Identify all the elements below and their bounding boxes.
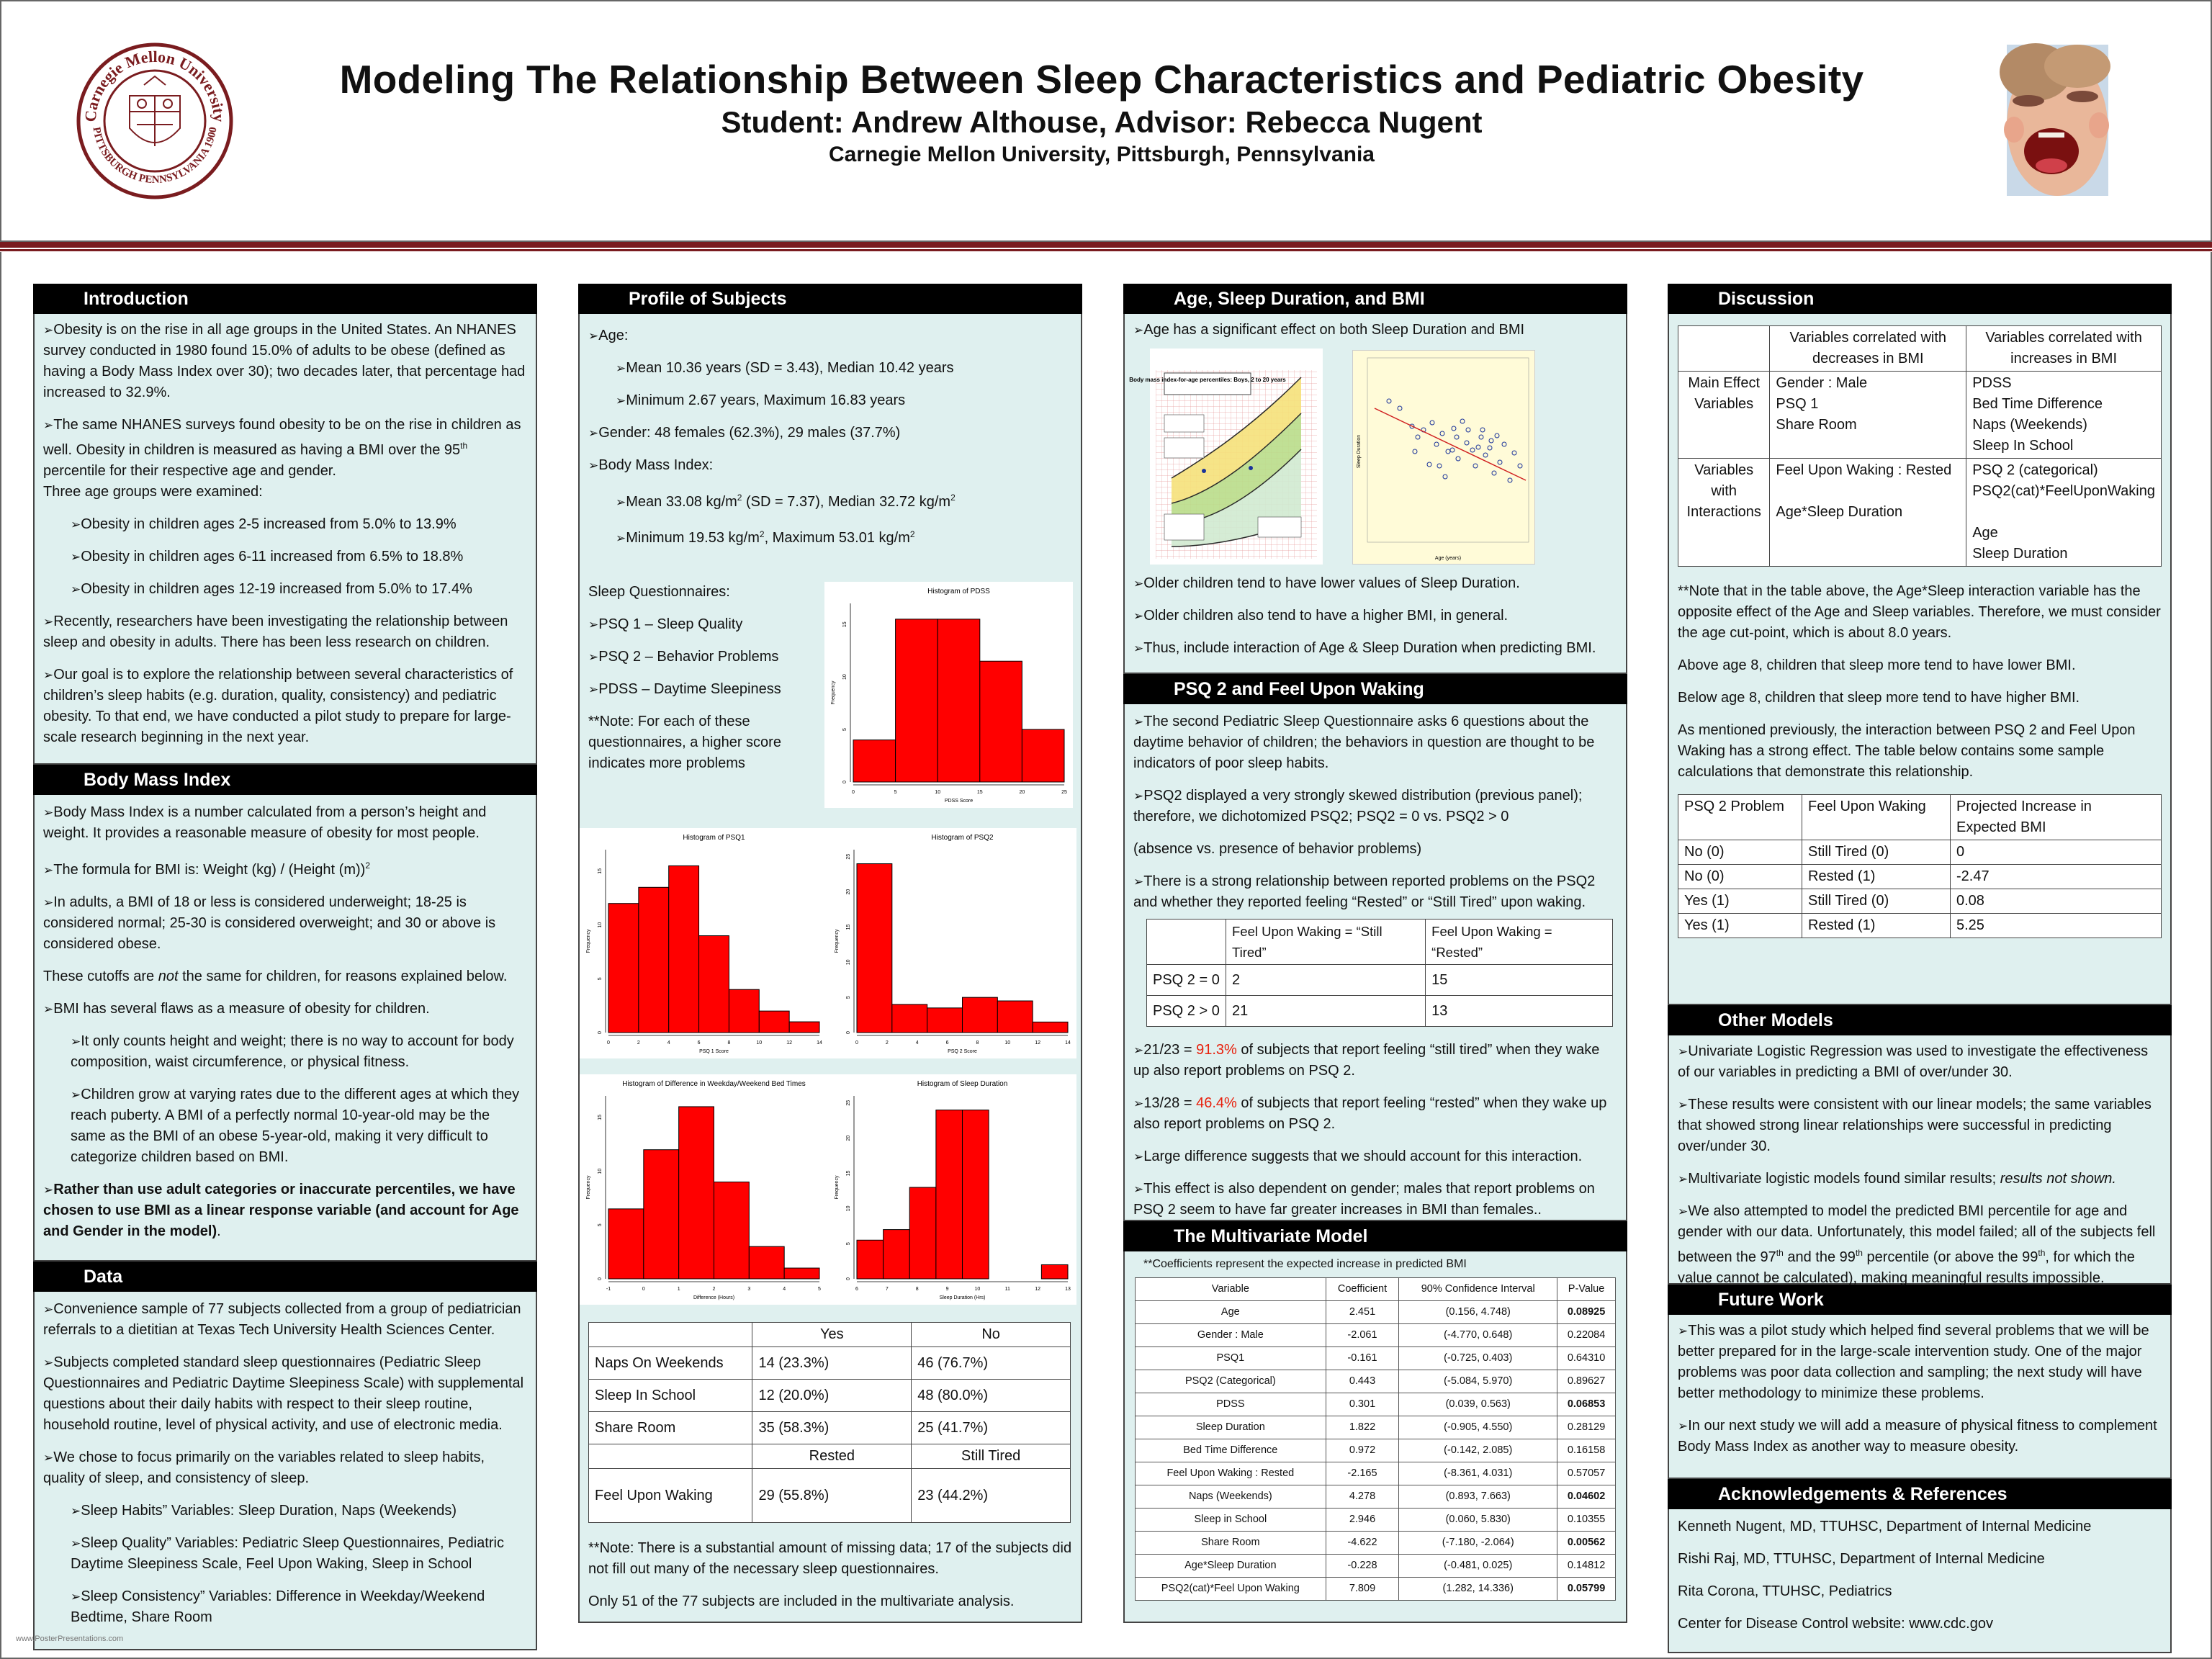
x-axis-label: PSQ 1 Score (699, 1049, 729, 1054)
scatter-point (1512, 451, 1516, 455)
bmi-text: ➢ Rather than use adult categories or inaccurate percentiles, we have chosen to use BMI as a linear response variable (and account for Age and Gender in the model). (43, 1179, 527, 1242)
column-4 (1668, 284, 2172, 1653)
profile-text: ➢ Minimum 19.53 $kg/m^2$, Maximum 53.01 $kg/m^2$ (588, 524, 1072, 549)
x-tick-label: 13 (1065, 1287, 1071, 1292)
histogram-title: Histogram of PSQ2 (931, 834, 994, 842)
profile-text: ➢ Minimum 2.67 years, Maximum 16.83 years (588, 390, 1072, 411)
scatter-point (1413, 449, 1417, 454)
future-work-panel (1668, 1315, 2172, 1479)
profile-habits-table (588, 1322, 1071, 1523)
histogram-title: Histogram of Sleep Duration (917, 1080, 1008, 1088)
discussion-panel (1668, 314, 2172, 1005)
histogram-bar (896, 619, 938, 782)
x-tick-label: 0 (852, 790, 855, 795)
intro-age-group: ➢ Obesity in children ages 6-11 increased from 6.5% to 18.8% (43, 547, 527, 567)
table-row: Main Effect Variables Gender : Male PSQ 1 Share Room PDSS Bed Time Difference Naps (Weekends) Sleep In School (1678, 372, 2162, 459)
discussion-text: Above age 8, children that sleep more tend to have lower BMI. (1678, 657, 2076, 673)
discussion-text: As mentioned previously, the interaction between PSQ 2 and Feel Upon Waking has a strong effect. The table below contains some sample calculations that demonstrate this relationship. (1678, 722, 2136, 780)
discussion-text: Below age 8, children that sleep more tend to have higher BMI. (1678, 690, 2080, 706)
x-tick-label: 8 (976, 1040, 979, 1046)
bmi-text: ➢ Body Mass Index is a number calculated from a person’s height and weight. It provides a reasonable measure of obesity for most people. (43, 802, 527, 844)
table-row: Bed Time Difference 0.972 (-0.142, 2.085) 0.16158 (1136, 1439, 1616, 1462)
sleep-questionnaires-list (588, 582, 804, 786)
x-tick-label: 8 (727, 1040, 731, 1046)
x-tick-label: 8 (915, 1287, 919, 1292)
y-axis-label: Frequency (586, 1175, 591, 1200)
scatter-point (1495, 433, 1499, 438)
intro-age-group: ➢ Obesity in children ages 2-5 increased from 5.0% to 13.9% (43, 514, 527, 535)
y-tick-label: 15 (842, 621, 848, 628)
bmi-text: These cutoffs are not the same for children, for reasons explained below. (43, 968, 508, 984)
table-row: Rested Still Tired (589, 1444, 1071, 1469)
psq2-text: ➢ This effect is also dependent on gender; males that report problems on PSQ 2 seem to have far greater increases in BMI than females.. (1133, 1179, 1617, 1220)
histogram-bar (608, 1209, 644, 1279)
column-3 (1123, 284, 1627, 1623)
scatter-point (1398, 406, 1402, 410)
scatter-point (1488, 446, 1492, 450)
other-models-text: ➢ We also attempted to model the predicted BMI percentile for age and gender with our data. Unfortunately, this model failed; all of the subjects fell between the 97th and the 99th percentile (or above the 99th, for which the value cannot be calculated), making meaningful results impossible. (1678, 1201, 2162, 1289)
table-row: Yes (1) Still Tired (0) 0.08 (1678, 889, 2162, 914)
section-heading-multivariate: The Multivariate Model (1123, 1221, 1627, 1251)
x-axis-label: PDSS Score (944, 799, 974, 804)
x-tick-label: 0 (855, 1040, 858, 1046)
age-sleep-panel (1123, 314, 1627, 674)
profile-table-wrapper (588, 1322, 1071, 1523)
y-axis-label: Frequency (835, 929, 840, 953)
profile-text: ➢ Gender: 48 females (62.3%), 29 males (37.7%) (588, 423, 1072, 444)
scatter-point (1498, 460, 1502, 464)
section-heading-introduction: Introduction (33, 284, 537, 314)
histogram-title: Histogram of PDSS (927, 588, 990, 595)
other-models-text: ➢ These results were consistent with our linear models; the same variables that showed strong linear relationships were successful in predicting over/under 30. (1678, 1094, 2162, 1157)
scatter-point (1518, 464, 1522, 468)
histogram-bar (963, 1110, 989, 1279)
x-tick-label: 14 (817, 1040, 822, 1046)
histogram-bar (909, 1187, 936, 1279)
data-variable-group: ➢ Sleep Consistency” Variables: Difference in Weekday/Weekend Bedtime, Share Room (43, 1586, 527, 1628)
y-tick-label: 5 (846, 1242, 851, 1246)
scatter-frame (1367, 358, 1529, 542)
section-heading-future-work: Future Work (1668, 1285, 2172, 1315)
growth-chart-title: Body mass index-for-age percentiles: Boys, 2 to 20 years (1129, 377, 1286, 383)
table-row: PSQ2(cat)*Feel Upon Waking 7.809 (1.282, 14.336) 0.05799 (1136, 1578, 1616, 1601)
section-heading-other-models: Other Models (1668, 1005, 2172, 1035)
x-tick-label: 0 (642, 1287, 645, 1292)
psq2-panel (1123, 704, 1627, 1221)
x-tick-label: 10 (974, 1287, 981, 1292)
histogram-bar (997, 1001, 1033, 1033)
y-tick-label: 10 (598, 922, 603, 928)
scatter-point (1460, 419, 1465, 423)
age-sleep-text: ➢ Age has a significant effect on both Sleep Duration and BMI (1133, 320, 1617, 341)
section-heading-discussion: Discussion (1668, 284, 2172, 314)
profile-text: ➢ PSQ 1 – Sleep Quality (588, 614, 804, 635)
column-2 (578, 284, 1082, 1623)
section-heading-profile: Profile of Subjects (578, 284, 1082, 314)
table-row: Naps On Weekends 14 (23.3%) 46 (76.7%) (589, 1347, 1071, 1380)
other-models-text: ➢ Univariate Logistic Regression was used to investigate the effectiveness of our variables in predicting a BMI of over/under 30. (1678, 1041, 2162, 1083)
y-axis-label: Frequency (831, 680, 836, 705)
x-tick-label: 12 (1035, 1287, 1041, 1292)
histogram-svg (828, 828, 1076, 1058)
table-row: Sleep Duration 1.822 (-0.905, 4.550) 0.28129 (1136, 1416, 1616, 1439)
histogram-bar (729, 989, 759, 1033)
other-models-text: ➢ Multivariate logistic models found similar results; results not shown. (1678, 1169, 2162, 1190)
section-heading-bmi: Body Mass Index (33, 765, 537, 795)
table-row: Variables correlated with decreases in BMI Variables correlated with increases in BMI (1678, 326, 2162, 372)
histogram-bar (980, 661, 1022, 782)
histogram-bar (857, 864, 892, 1033)
psq2-text: (absence vs. presence of behavior problems) (1133, 841, 1422, 857)
age-sleep-text: ➢ Older children also tend to have a higher BMI, in general. (1133, 606, 1623, 626)
x-tick-label: 0 (607, 1040, 610, 1046)
bmi-text: ➢ BMI has several flaws as a measure of obesity for children. (43, 999, 527, 1020)
scatter-point (1473, 464, 1478, 468)
histogram-bar (927, 1008, 963, 1033)
profile-text: Sleep Questionnaires: (588, 584, 730, 600)
profile-note: **Note: For each of these questionnaires, a higher score indicates more problems (588, 714, 781, 771)
psq2-text: ➢ There is a strong relationship between reported problems on the PSQ2 and whether they reported feeling “Rested” or “Still Tired” upon waking. (1133, 871, 1617, 913)
table-row: PDSS 0.301 (0.039, 0.563) 0.06853 (1136, 1393, 1616, 1416)
profile-text: ➢ Mean 33.08 $kg/m^2$ (SD = 7.37), Median 32.72 $kg/m^2$ (588, 487, 1072, 513)
bmi-flaw: ➢ It only counts height and weight; there is no way to account for body composition, waist circumference, or physical fitness. (43, 1031, 527, 1073)
x-axis-label: Sleep Duration (Hrs) (939, 1295, 986, 1300)
scatter-point (1446, 449, 1450, 454)
profile-panel (578, 314, 1082, 1623)
x-tick-label: 4 (667, 1040, 670, 1046)
x-tick-label: 12 (1035, 1040, 1041, 1046)
multivariate-table (1135, 1277, 1616, 1601)
multivariate-note: **Coefficients represent the expected increase in predicted BMI (1143, 1258, 1467, 1270)
histogram-bar (857, 1240, 884, 1279)
x-tick-label: 11 (1004, 1287, 1010, 1292)
x-tick-label: 9 (945, 1287, 949, 1292)
x-tick-label: 20 (1019, 790, 1025, 795)
psq2-text: ➢ Large difference suggests that we should account for this interaction. (1133, 1146, 1617, 1167)
scatter-point (1470, 448, 1475, 452)
table-row: Naps (Weekends) 4.278 (0.893, 7.663) 0.04602 (1136, 1485, 1616, 1509)
acknowledgement-item: Rita Corona, TTUHSC, Pediatrics (1678, 1583, 1892, 1599)
table-row: PSQ 2 = 0 2 15 (1147, 965, 1613, 996)
table-row: Age 2.451 (0.156, 4.748) 0.08925 (1136, 1301, 1616, 1324)
x-tick-label: 4 (783, 1287, 786, 1292)
histogram-psq2 (828, 828, 1076, 1058)
y-tick-label: 5 (842, 728, 848, 732)
histogram-bar (644, 1150, 679, 1279)
table-row: No (0) Still Tired (0) 0 (1678, 840, 2162, 865)
histogram-title: Histogram of PSQ1 (683, 834, 745, 842)
table-row: PSQ2 (Categorical) 0.443 (-5.084, 5.970) 0.89627 (1136, 1370, 1616, 1393)
scatter-point (1387, 399, 1391, 403)
y-tick-label: 10 (842, 674, 848, 680)
x-tick-label: 5 (818, 1287, 821, 1292)
data-text: ➢ Subjects completed standard sleep questionnaires (Pediatric Sleep Questionnaires and Pediatric Daytime Sleepiness Scale) with supplemental questions about their daily habits with respect to their sleep routine, household routine, level of physical activity, and use of electronic media. (43, 1352, 527, 1436)
y-tick-label: 10 (846, 959, 851, 966)
y-tick-label: 5 (598, 1223, 603, 1227)
x-tick-label: -1 (606, 1287, 611, 1292)
acknowledgements-panel (1668, 1509, 2172, 1653)
table-row: PSQ 2 Problem Feel Upon Waking Projected Increase in Expected BMI (1678, 795, 2162, 840)
x-tick-label: 25 (1061, 790, 1067, 795)
crying-child-photo (2007, 45, 2108, 196)
x-tick-label: 14 (1065, 1040, 1071, 1046)
scatter-point (1489, 439, 1493, 443)
data-variable-group: ➢ Sleep Quality” Variables: Pediatric Sleep Questionnaires, Pediatric Daytime Sleepiness Scale, Feel Upon Waking, Sleep in School (43, 1533, 527, 1575)
scatter-x-label: Age (years) (1434, 556, 1462, 561)
scatter-point (1465, 441, 1469, 445)
data-text: ➢ We chose to focus primarily on the variables related to sleep habits, quality of sleep, and consistency of sleep. (43, 1447, 527, 1489)
histogram-bar (884, 1230, 910, 1279)
y-tick-label: 0 (842, 781, 848, 783)
intro-text: ➢ Our goal is to explore the relationship between several characteristics of children’s sleep habits (e.g. duration, quality, consistency) and pediatric obesity. To that end, we have conducted a pilot study to prepare for large-scale research beginning in the next year. (43, 665, 527, 748)
psq2-text: ➢ 21/23 = 91.3% of subjects that report feeling “still tired” when they wake up also report problems on PSQ 2. (1133, 1040, 1617, 1082)
y-axis-label: Frequency (835, 1175, 840, 1200)
histogram-bedtime-difference (580, 1074, 828, 1305)
x-tick-label: 15 (976, 790, 983, 795)
acknowledgement-item: Center for Disease Control website: www.cdc.gov (1678, 1616, 1993, 1632)
y-tick-label: 5 (846, 996, 851, 999)
svg-text:Body mass index-for-age percen (1129, 377, 1286, 383)
age-sleep-scatter (1352, 350, 1535, 565)
header-divider-thin (0, 249, 2212, 251)
y-tick-label: 15 (846, 1170, 851, 1177)
scatter-point (1443, 475, 1447, 479)
table-row: PSQ 2 > 0 21 13 (1147, 996, 1613, 1027)
x-tick-label: 5 (894, 790, 897, 795)
table-row: Variable Coefficient 90% Confidence Interval P-Value (1136, 1278, 1616, 1301)
section-heading-acknowledgements: Acknowledgements & References (1668, 1479, 2172, 1509)
histogram-sleep-duration (828, 1074, 1076, 1305)
discussion-effects-table (1678, 325, 2162, 567)
table-row: Age*Sleep Duration -0.228 (-0.481, 0.025) 0.14812 (1136, 1555, 1616, 1578)
acknowledgement-item: Kenneth Nugent, MD, TTUHSC, Department of Internal Medicine (1678, 1519, 2092, 1534)
histogram-bar (679, 1107, 714, 1279)
y-tick-label: 20 (846, 1135, 851, 1141)
seal-text-bottom: PITTSBURGH PENNSYLVANIA 1900 (90, 126, 220, 186)
histogram-bar (892, 1004, 927, 1033)
x-tick-label: 3 (747, 1287, 751, 1292)
table-row: PSQ1 -0.161 (-0.725, 0.403) 0.64310 (1136, 1347, 1616, 1370)
profile-text: ➢ Age: (588, 325, 1072, 346)
x-tick-label: 10 (756, 1040, 763, 1046)
histogram-bar (699, 936, 729, 1033)
x-tick-label: 4 (915, 1040, 919, 1046)
section-heading-psq2: PSQ 2 and Feel Upon Waking (1123, 674, 1627, 704)
table-row: Yes (1) Rested (1) 5.25 (1678, 914, 2162, 938)
poster-affiliation: Carnegie Mellon University, Pittsburgh, Pennsylvania (829, 143, 1375, 166)
psq2-waking-table (1146, 919, 1613, 1027)
psq2-text: ➢ The second Pediatric Sleep Questionnaire asks 6 questions about the daytime behavior of children; the behaviors in question are thought to be indicators of poor sleep habits. (1133, 711, 1617, 774)
histogram-svg (828, 1074, 1076, 1305)
profile-text: ➢ Body Mass Index: (588, 455, 1072, 476)
histogram-svg (580, 828, 828, 1058)
x-axis-label: PSQ 2 Score (948, 1049, 977, 1054)
scatter-point (1455, 435, 1459, 439)
profile-text: ➢ PDSS – Daytime Sleepiness (588, 679, 804, 700)
scatter-point (1502, 442, 1506, 446)
y-tick-label: 15 (598, 868, 603, 874)
scatter-point (1466, 428, 1470, 432)
x-axis-label: Difference (Hours) (693, 1295, 735, 1300)
table-row: Yes No (589, 1323, 1071, 1347)
section-heading-age-sleep: Age, Sleep Duration, and BMI (1123, 284, 1627, 314)
acknowledgement-item: Rishi Raj, MD, TTUHSC, Department of Internal Medicine (1678, 1551, 2045, 1567)
bmi-panel (33, 795, 537, 1262)
histogram-bar (784, 1268, 819, 1279)
age-sleep-text: ➢ Thus, include interaction of Age & Sleep Duration when predicting BMI. (1133, 638, 1623, 659)
scatter-point (1476, 445, 1480, 449)
age-sleep-text: ➢ Older children tend to have lower values of Sleep Duration. (1133, 573, 1623, 594)
scatter-point (1450, 448, 1455, 452)
scatter-point (1480, 428, 1485, 432)
scatter-point (1492, 471, 1496, 475)
cmu-seal-logo (76, 42, 234, 200)
header-divider (0, 242, 2212, 248)
histogram-bar (608, 904, 639, 1033)
y-tick-label: 15 (846, 924, 851, 930)
data-panel (33, 1292, 537, 1650)
scatter-point (1456, 457, 1460, 461)
scatter-point (1483, 453, 1488, 457)
histogram-svg (824, 582, 1073, 808)
scatter-point (1452, 426, 1456, 431)
table-row: Feel Upon Waking 29 (55.8%) 23 (44.2%) (589, 1469, 1071, 1523)
y-tick-label: 0 (846, 1031, 851, 1034)
histogram-pdss (824, 582, 1073, 808)
bmi-flaw: ➢ Children grow at varying rates due to the different ages at which they reach puberty. A BMI of a perfectly normal 10-year-old may be the same as the BMI of an obese 5-year-old, making it very difficult to categorize children based on BMI. (43, 1084, 527, 1168)
y-tick-label: 10 (846, 1205, 851, 1212)
scatter-point (1440, 431, 1444, 436)
intro-text: Three age groups were examined: (43, 483, 263, 500)
scatter-point (1427, 462, 1431, 467)
bmi-growth-chart (1129, 349, 1323, 565)
table-row: Feel Upon Waking : Rested -2.165 (-8.361, 4.031) 0.57057 (1136, 1462, 1616, 1485)
histogram-bar (938, 619, 980, 782)
profile-text: ➢ PSQ 2 – Behavior Problems (588, 647, 804, 667)
y-tick-label: 20 (846, 889, 851, 895)
profile-note: Only 51 of the 77 subjects are included in the multivariate analysis. (588, 1593, 1015, 1609)
x-tick-label: 6 (855, 1287, 858, 1292)
table-row: Share Room -4.622 (-7.180, -2.064) 0.00562 (1136, 1532, 1616, 1555)
scatter-point (1479, 435, 1483, 439)
table-row: Sleep In School 12 (20.0%) 48 (80.0%) (589, 1380, 1071, 1412)
section-heading-data: Data (33, 1262, 537, 1292)
footer-credit: www.PosterPresentations.com (16, 1635, 124, 1643)
table-row: Feel Upon Waking = “Still Tired” Feel Upon Waking = “Rested” (1147, 920, 1613, 965)
scatter-point (1434, 442, 1439, 446)
intro-text: ➢ The same NHANES surveys found obesity to be on the rise in children as well. Obesity in children is measured as having a BMI over the 95th percentile for their respective age and gender. (43, 415, 527, 482)
psq2-text: ➢ 13/28 = 46.4% of subjects that report feeling “rested” when they wake up also report problems on PSQ 2. (1133, 1093, 1617, 1135)
y-tick-label: 15 (598, 1114, 603, 1120)
x-tick-label: 2 (712, 1287, 716, 1292)
y-tick-label: 0 (598, 1031, 603, 1034)
intro-age-group: ➢ Obesity in children ages 12-19 increased from 5.0% to 17.4% (43, 579, 527, 600)
table-row: Gender : Male -2.061 (-4.770, 0.648) 0.22084 (1136, 1324, 1616, 1347)
data-text: ➢ Convenience sample of 77 subjects collected from a group of pediatrician referrals to a dietitian at Texas Tech University Health Sciences Center. (43, 1299, 527, 1341)
y-axis-label: Frequency (586, 929, 591, 953)
introduction-panel (33, 314, 537, 765)
discussion-calc-table (1678, 794, 2162, 938)
histogram-bar (789, 1022, 819, 1033)
psq2-text: ➢ PSQ2 displayed a very strongly skewed distribution (previous panel); therefore, we dichotomized PSQ2; PSQ2 = 0 vs. PSQ2 > 0 (1133, 786, 1617, 827)
y-tick-label: 0 (598, 1277, 603, 1280)
intro-text: ➢ Recently, researchers have been investigating the relationship between sleep and obesity in adults. There has been less research on children. (43, 611, 527, 653)
x-tick-label: 10 (1004, 1040, 1011, 1046)
age-sleep-bullets (1133, 573, 1623, 670)
table-row: Share Room 35 (58.3%) 25 (41.7%) (589, 1412, 1071, 1444)
histogram-bar (963, 997, 998, 1033)
profile-notes (588, 1538, 1078, 1624)
table-row: Variables with Interactions Feel Upon Waking : Rested Age*Sleep Duration PSQ 2 (categorical) PSQ2(cat)*FeelUponWaking Age Sleep Duration (1678, 459, 2162, 567)
poster-authors: Student: Andrew Althouse, Advisor: Rebecca Nugent (721, 105, 1483, 139)
x-tick-label: 2 (637, 1040, 640, 1046)
scatter-point (1508, 478, 1512, 482)
histogram-bar (936, 1110, 963, 1279)
other-models-panel (1668, 1035, 2172, 1285)
profile-note: **Note: There is a substantial amount of missing data; 17 of the subjects did not fill out many of the necessary sleep questionnaires. (588, 1540, 1072, 1577)
x-tick-label: 10 (935, 790, 941, 795)
histogram-bar (1033, 1022, 1068, 1033)
scatter-point (1416, 435, 1420, 439)
histogram-bar (759, 1011, 789, 1033)
bmi-text: ➢ In adults, a BMI of 18 or less is considered underweight; 18-25 is considered normal; 25-30 is considered overweight; and 30 or above is considered obese. (43, 892, 527, 955)
histogram-bar (853, 740, 896, 782)
seal-text-top: Carnegie Mellon University (81, 47, 229, 123)
cmu-seal-graphic (76, 42, 234, 200)
histogram-svg (580, 1074, 828, 1305)
regression-line (1375, 408, 1526, 480)
x-tick-label: 6 (945, 1040, 949, 1046)
scatter-y-label: Sleep Duration (1357, 434, 1362, 469)
histogram-bar (639, 887, 669, 1033)
future-work-text: ➢ This was a pilot study which helped find several problems that we will be better prepared for in the large-scale intervention study. One of the major problems was poor data collection and sampling; the next study will have better methodology to minimize these problems. (1678, 1321, 2162, 1404)
table-row: No (0) Rested (1) -2.47 (1678, 865, 2162, 889)
multivariate-panel (1123, 1251, 1627, 1623)
y-tick-label: 25 (846, 853, 851, 860)
future-work-text: ➢ In our next study we will add a measure of physical fitness to complement Body Mass Index as another way to measure obesity. (1678, 1416, 2162, 1457)
y-tick-label: 0 (846, 1277, 851, 1280)
data-variable-group: ➢ Sleep Habits” Variables: Sleep Duration, Naps (Weekends) (43, 1501, 527, 1521)
table-row: Sleep in School 2.946 (0.060, 5.830) 0.10355 (1136, 1509, 1616, 1532)
x-tick-label: 6 (697, 1040, 701, 1046)
discussion-text: **Note that in the table above, the Age*Sleep interaction variable has the opposite effect of the Age and Sleep variables. Therefore, we must consider the age cut-point, which is about 8.0 years. (1678, 583, 2161, 641)
intro-text: ➢ Obesity is on the rise in all age groups in the United States. An NHANES survey conducted in 1980 found 15.0% of adults to be obese (defined as having a Body Mass Index over 30); two decades later, that percentage had increased to 32.9%. (43, 320, 527, 403)
histogram-psq1 (580, 828, 828, 1058)
x-tick-label: 1 (677, 1287, 680, 1292)
histogram-bar (1022, 729, 1064, 782)
x-tick-label: 7 (885, 1287, 889, 1292)
poster-title: Modeling The Relationship Between Sleep Characteristics and Pediatric Obesity (339, 57, 1864, 102)
histogram-bar (1041, 1264, 1068, 1279)
y-tick-label: 10 (598, 1168, 603, 1174)
histogram-bar (714, 1182, 750, 1279)
profile-text: ➢ Mean 10.36 years (SD = 3.43), Median 10.42 years (588, 358, 1072, 379)
y-tick-label: 25 (846, 1100, 851, 1106)
histogram-bar (669, 866, 699, 1033)
x-tick-label: 12 (786, 1040, 793, 1046)
histogram-bar (749, 1246, 784, 1279)
column-1 (33, 284, 537, 1650)
scatter-point (1430, 421, 1434, 425)
x-tick-label: 2 (885, 1040, 889, 1046)
bmi-text: ➢ The formula for BMI is: Weight (kg) / (Height (m))$^2$ (43, 855, 527, 881)
histogram-title: Histogram of Difference in Weekday/Weekend Bed Times (622, 1080, 806, 1088)
scatter-point (1437, 464, 1442, 468)
y-tick-label: 5 (598, 977, 603, 981)
